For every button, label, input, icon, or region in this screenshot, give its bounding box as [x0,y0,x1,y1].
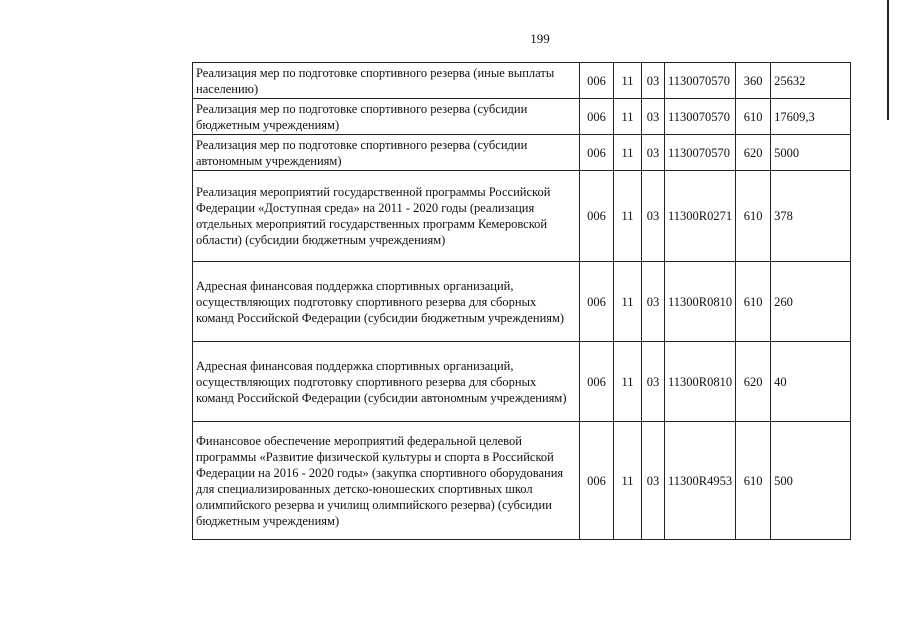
dept-code: 006 [580,171,614,262]
amount: 40 [771,342,851,422]
section-code: 11 [614,342,642,422]
expense-type-code: 610 [736,262,771,342]
dept-code: 006 [580,99,614,135]
dept-code: 006 [580,262,614,342]
margin-rule [887,0,889,120]
row-description: Реализация мер по подготовке спортивного резерва (иные выплаты населению) [193,63,580,99]
dept-code: 006 [580,342,614,422]
row-description: Реализация мероприятий государственной программы Российской Федерации «Доступная среда» на 2011 - 2020 годы (реализация отдельных мероприятий государственных программ Кемеровской области) (субсидии бюджетным учреждениям) [193,171,580,262]
expense-type-code: 610 [736,422,771,540]
section-code: 11 [614,262,642,342]
table-row [193,99,851,135]
target-article-code: 11300R4953 [665,422,736,540]
subsection-code: 03 [642,342,665,422]
page-number: 199 [530,31,550,46]
subsection-code: 03 [642,171,665,262]
amount: 25632 [771,63,851,99]
expense-type-code: 620 [736,135,771,171]
target-article-code: 11300R0810 [665,262,736,342]
expense-type-code: 610 [736,99,771,135]
row-description: Реализация мер по подготовке спортивного резерва (субсидии автономным учреждениям) [193,135,580,171]
dept-code: 006 [580,422,614,540]
subsection-code: 03 [642,422,665,540]
expense-type-code: 360 [736,63,771,99]
dept-code: 006 [580,135,614,171]
amount: 17609,3 [771,99,851,135]
section-code: 11 [614,171,642,262]
budget-table [192,62,851,540]
target-article-code: 11300R0271 [665,171,736,262]
section-code: 11 [614,135,642,171]
subsection-code: 03 [642,63,665,99]
amount: 5000 [771,135,851,171]
amount: 378 [771,171,851,262]
section-code: 11 [614,63,642,99]
amount: 260 [771,262,851,342]
target-article-code: 11300R0810 [665,342,736,422]
row-description: Адресная финансовая поддержка спортивных организаций, осуществляющих подготовку спортивного резерва для сборных команд Российской Федерации (субсидии бюджетным учреждениям) [193,262,580,342]
expense-type-code: 610 [736,171,771,262]
section-code: 11 [614,422,642,540]
table-row [193,135,851,171]
subsection-code: 03 [642,99,665,135]
table-row [193,63,851,99]
expense-type-code: 620 [736,342,771,422]
section-code: 11 [614,99,642,135]
row-description: Финансовое обеспечение мероприятий федеральной целевой программы «Развитие физической культуры и спорта в Российской Федерации на 2016 - 2020 годы» (закупка спортивного оборудования для специализированных детско-юношеских спортивных школ олимпийского резерва и училищ олимпийского резерва) (субсидии бюджетным учреждениям) [193,422,580,540]
row-description: Реализация мер по подготовке спортивного резерва (субсидии бюджетным учреждениям) [193,99,580,135]
table-row [193,422,851,540]
target-article-code: 1130070570 [665,135,736,171]
table-row [193,262,851,342]
table-row [193,342,851,422]
table-row [193,171,851,262]
subsection-code: 03 [642,262,665,342]
target-article-code: 1130070570 [665,99,736,135]
target-article-code: 1130070570 [665,63,736,99]
amount: 500 [771,422,851,540]
row-description: Адресная финансовая поддержка спортивных организаций, осуществляющих подготовку спортивного резерва для сборных команд Российской Федерации (субсидии автономным учреждениям) [193,342,580,422]
dept-code: 006 [580,63,614,99]
subsection-code: 03 [642,135,665,171]
